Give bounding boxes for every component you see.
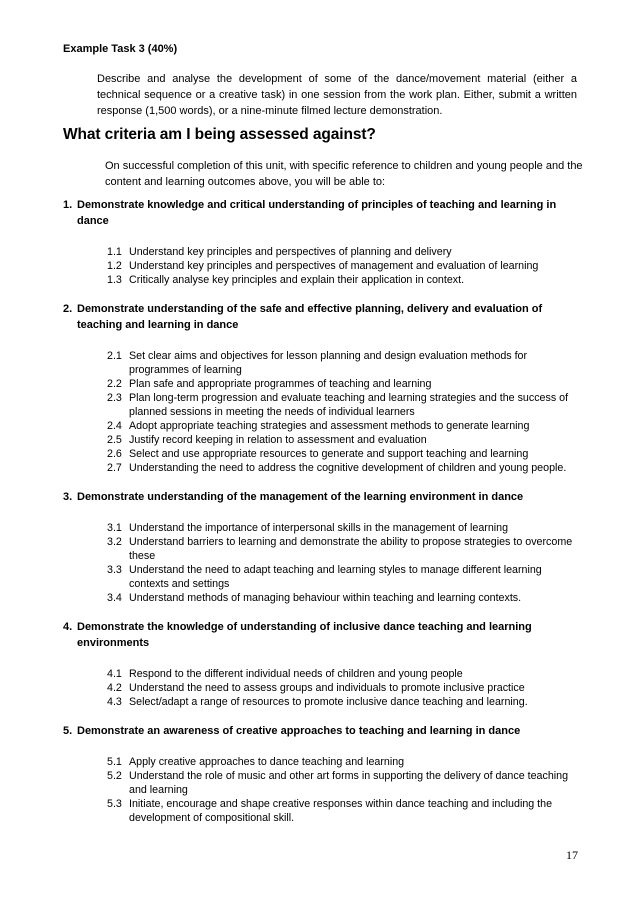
outcome-number: 2.5 [107,434,122,446]
outcome-item [107,433,583,447]
outcome-item [107,667,583,681]
outcome-item [107,681,583,695]
outcome-number: 3.2 [107,536,122,548]
outcome-number: 4.3 [107,696,122,708]
outcome-text: Justify record keeping in relation to assessment and evaluation [129,434,427,446]
outcome-number: 3.1 [107,522,122,534]
outcome-list [63,245,583,287]
outcome-number: 1.3 [107,274,122,286]
outcome-text: Understand key principles and perspectives of management and evaluation of learning [129,260,539,272]
section-title: Demonstrate knowledge and critical understanding of principles of teaching and learning in dance [77,199,557,227]
outcome-list [63,667,583,709]
outcome-item [107,259,583,273]
outcome-item [107,769,583,797]
outcome-text: Understanding the need to address the cognitive development of children and young people. [129,462,567,474]
outcome-text: Understand the importance of interpersonal skills in the management of learning [129,522,509,534]
criteria-section-2 [63,301,583,475]
outcome-list [63,349,583,475]
section-number: 5. [63,725,73,737]
criteria-section-5 [63,723,583,825]
outcome-text: Understand barriers to learning and demonstrate the ability to propose strategies to overcome these [129,536,573,562]
outcome-item [107,535,583,563]
outcome-text: Apply creative approaches to dance teaching and learning [129,756,405,768]
criteria-section-4 [63,619,583,709]
outcome-text: Understand methods of managing behaviour within teaching and learning contexts. [129,592,522,604]
task-description: Describe and analyse the development of some of the dance/movement material (either a technical sequence or a creative task) in one session from the work plan. Either, submit a written response (1,500 words), or a nine-minute filmed lecture demonstration. [97,73,577,117]
outcome-number: 5.3 [107,798,122,810]
outcome-list [63,755,583,825]
section-number: 4. [63,621,73,633]
outcome-text: Critically analyse key principles and explain their application in context. [129,274,465,286]
outcome-item [107,419,583,433]
criteria-sections [63,197,583,825]
section-heading [63,489,583,505]
outcome-text: Plan long-term progression and evaluate teaching and learning strategies and the success of planned sessions in meeting the needs of individual learners [129,392,569,418]
outcome-item [107,695,583,709]
outcome-number: 3.4 [107,592,122,604]
outcome-text: Respond to the different individual needs of children and young people [129,668,463,680]
outcome-list [63,521,583,605]
criteria-heading: What criteria am I being assessed against? [63,126,376,143]
outcome-number: 2.2 [107,378,122,390]
outcome-item [107,349,583,377]
outcome-text: Select/adapt a range of resources to promote inclusive dance teaching and learning. [129,696,528,708]
outcome-number: 1.1 [107,246,122,258]
criteria-section-3 [63,489,583,605]
outcome-text: Adopt appropriate teaching strategies and assessment methods to generate learning [129,420,530,432]
section-number: 3. [63,491,73,503]
section-heading [63,197,583,229]
criteria-section-1 [63,197,583,287]
outcome-text: Understand the need to adapt teaching and learning styles to manage different learning contexts and settings [129,564,542,590]
outcome-item [107,755,583,769]
outcome-item [107,521,583,535]
outcome-text: Initiate, encourage and shape creative responses within dance teaching and including the development of compositional skill. [129,798,553,824]
outcome-number: 5.2 [107,770,122,782]
outcome-item [107,273,583,287]
outcome-number: 2.6 [107,448,122,460]
outcome-text: Understand the role of music and other art forms in supporting the delivery of dance teaching and learning [129,770,569,796]
outcome-number: 2.3 [107,392,122,404]
outcome-item [107,377,583,391]
section-title: Demonstrate an awareness of creative approaches to teaching and learning in dance [77,725,521,737]
outcome-item [107,591,583,605]
outcome-item [107,447,583,461]
outcome-number: 2.4 [107,420,122,432]
section-heading [63,301,583,333]
section-number: 1. [63,199,73,211]
page-number: 17 [566,848,578,862]
outcome-number: 5.1 [107,756,122,768]
outcome-text: Plan safe and appropriate programmes of teaching and learning [129,378,432,390]
outcome-item [107,245,583,259]
section-title: Demonstrate understanding of the safe and effective planning, delivery and evaluation of teaching and learning in dance [77,303,543,331]
outcome-number: 1.2 [107,260,122,272]
outcome-text: Select and use appropriate resources to generate and support teaching and learning [129,448,529,460]
outcome-item [107,797,583,825]
outcome-text: Understand the need to assess groups and individuals to promote inclusive practice [129,682,525,694]
outcome-number: 4.2 [107,682,122,694]
section-heading [63,723,583,739]
section-title: Demonstrate the knowledge of understanding of inclusive dance teaching and learning environments [77,621,532,649]
section-title: Demonstrate understanding of the management of the learning environment in dance [77,491,524,503]
task-title: Example Task 3 (40%) [63,43,178,55]
outcome-number: 3.3 [107,564,122,576]
outcome-item [107,563,583,591]
section-heading [63,619,583,651]
outcome-number: 2.7 [107,462,122,474]
criteria-intro: On successful completion of this unit, with specific reference to children and young people and the content and learning outcomes above, you will be able to: [105,160,583,188]
outcome-number: 2.1 [107,350,122,362]
outcome-text: Understand key principles and perspectives of planning and delivery [129,246,452,258]
outcome-text: Set clear aims and objectives for lesson planning and design evaluation methods for programmes of learning [129,350,528,376]
outcome-number: 4.1 [107,668,122,680]
outcome-item [107,391,583,419]
outcome-item [107,461,583,475]
section-number: 2. [63,303,73,315]
